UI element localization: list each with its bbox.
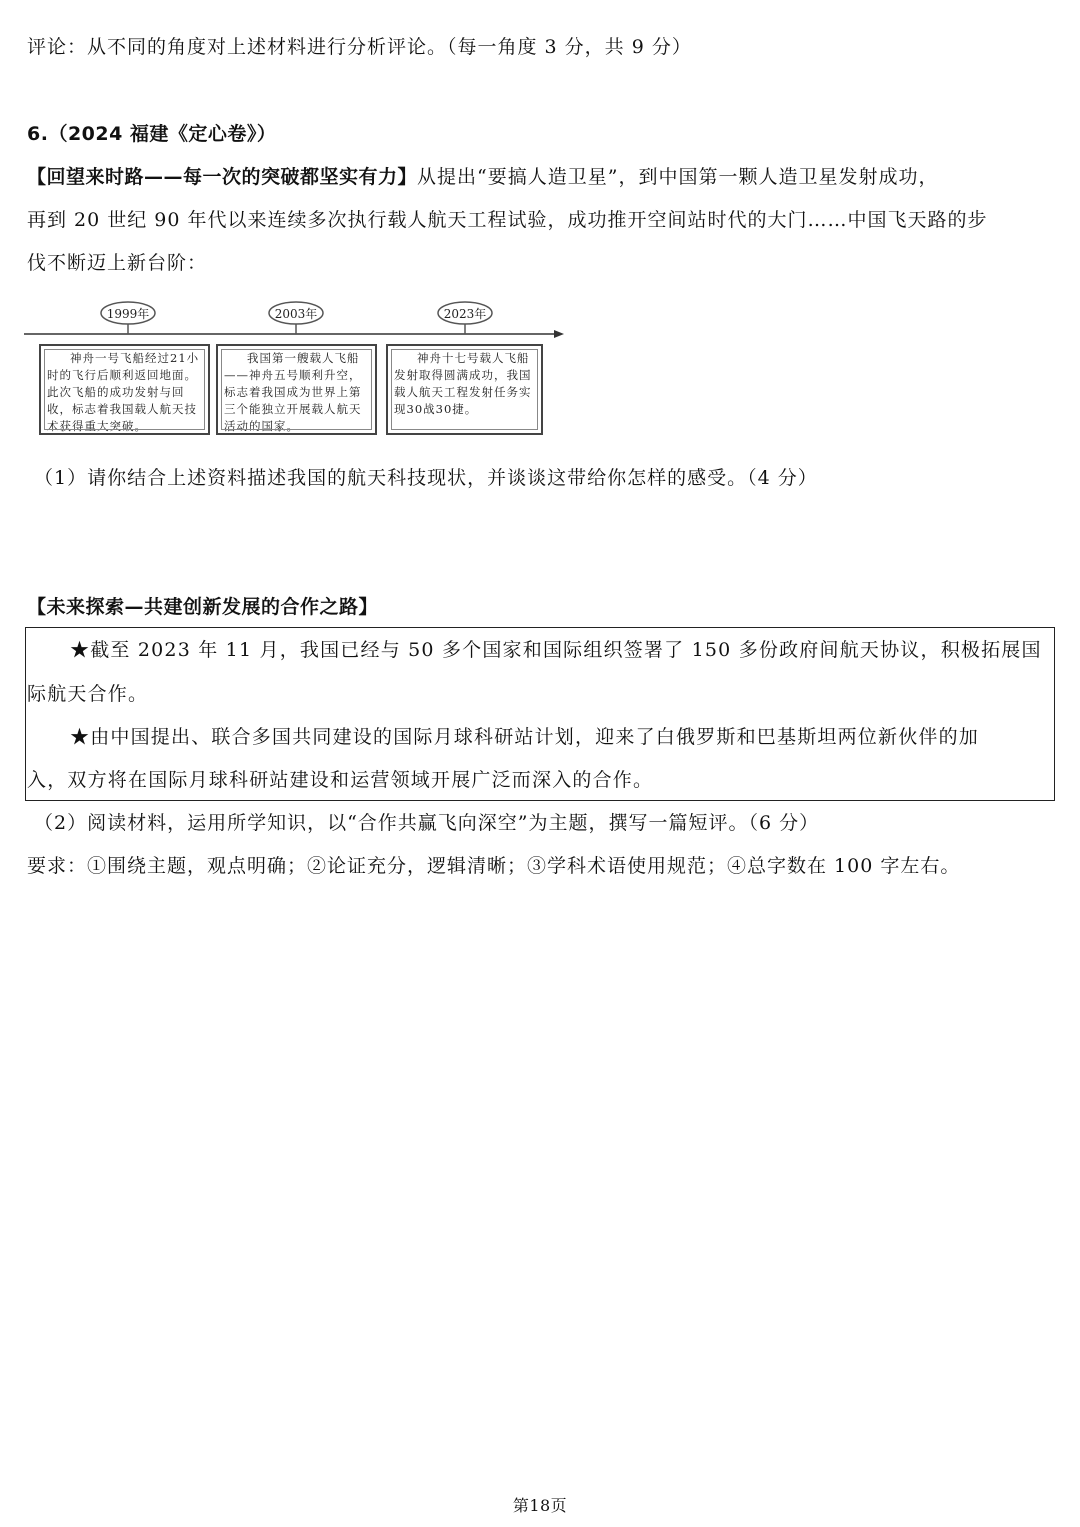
question-2: （2）阅读材料，运用所学知识，以“合作共赢飞向深空”为主题，撰写一篇短评。（6 分） [34,812,820,834]
intro-line-3: 伐不断迈上新台阶： [27,252,208,274]
question-heading: 6.（2024 福建《定心卷》） [27,123,277,145]
material-p1-line1: ★截至 2023 年 11 月，我国已经与 50 多个国家和国际组织签署了 150 多份政府间航天协议，积极拓展国 [70,639,1042,661]
page-number: 第18页 [512,1496,568,1515]
intro-line-1 [27,165,938,189]
timeline-box-2003 [216,344,377,435]
section2-title: 【未来探索—共建创新发展的合作之路】 [27,596,379,618]
intro-line-2: 再到 20 世纪 90 年代以来连续多次执行载人航天工程试验，成功推开空间站时代的大门……中国飞天路的步 [27,209,988,231]
timeline-box-1999 [39,344,210,435]
material-box [25,627,1055,801]
requirements: 要求：①围绕主题，观点明确；②论证充分，逻辑清晰；③学科术语使用规范；④总字数在 100 字左右。 [27,855,961,877]
timeline-year-2003: 2003年 [274,307,318,321]
top-comment: 评论：从不同的角度对上述材料进行分析评论。（每一角度 3 分，共 9 分） [27,36,692,58]
material-p2-line2: 入，双方将在国际月球科研站建设和运营领域开展广泛而深入的合作。 [27,769,654,791]
timeline-year-1999: 1999年 [106,307,150,321]
timeline-box-2023 [386,344,543,435]
section1-title: 【回望来时路——每一次的突破都坚实有力】 [27,166,418,188]
timeline-text-2023: 神舟十七号载人飞船发射取得圆满成功，我国载人航天工程发射任务实现30战30捷。 [394,351,532,416]
timeline-text-1999: 神舟一号飞船经过21小时的飞行后顺利返回地面。此次飞船的成功发射与回收，标志着我国载人航天技术获得重大突破。 [47,351,200,433]
timeline-text-2003: 我国第一艘载人飞船——神舟五号顺利升空，标志着我国成为世界上第三个能独立开展载人航天活动的国家。 [224,351,362,433]
intro-line-1-text: 从提出“要搞人造卫星”，到中国第一颗人造卫星发射成功， [417,166,939,188]
material-p1-line2: 际航天合作。 [27,683,149,705]
question-1: （1）请你结合上述资料描述我国的航天科技现状，并谈谈这带给你怎样的感受。（4 分） [34,467,818,489]
timeline-year-2023: 2023年 [443,307,487,321]
material-p2-line1: ★由中国提出、联合多国共同建设的国际月球科研站计划，迎来了白俄罗斯和巴基斯坦两位新伙伴的加 [70,726,980,748]
